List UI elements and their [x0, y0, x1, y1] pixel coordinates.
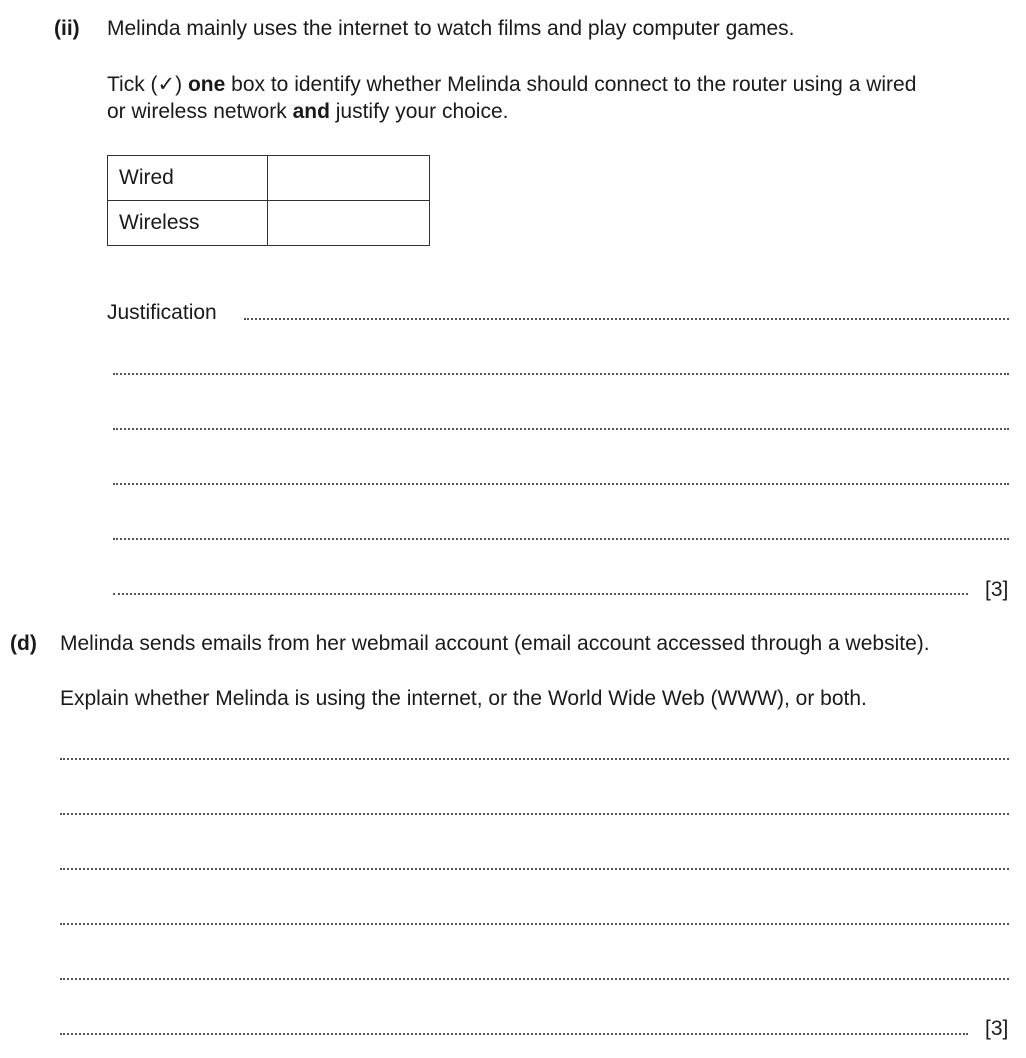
option-wired-label: Wired — [108, 156, 268, 201]
instruction-bold-one: one — [187, 73, 226, 96]
answer-line[interactable] — [60, 923, 1009, 925]
instruction-mid: box to identify whether Melinda should connect to the router using a wired — [225, 73, 917, 96]
instruction-pre: Tick (✓) — [107, 73, 188, 96]
answer-line[interactable] — [113, 538, 1009, 540]
instruction-bold-and: and — [292, 100, 330, 123]
justification-label: Justification — [107, 301, 217, 324]
answer-line[interactable] — [113, 373, 1009, 375]
answer-line[interactable] — [60, 813, 1009, 815]
question-prompt-d: Explain whether Melinda is using the internet, or the World Wide Web (WWW), or both. — [60, 687, 867, 710]
instruction-line-2 — [107, 100, 508, 124]
tick-box-wireless[interactable] — [268, 201, 430, 246]
answer-line[interactable] — [113, 428, 1009, 430]
option-wireless-label: Wireless — [108, 201, 268, 246]
answer-line[interactable] — [113, 483, 1009, 485]
tick-table — [107, 155, 430, 246]
answer-line[interactable] — [60, 1033, 968, 1035]
question-text-ii: Melinda mainly uses the internet to watch films and play computer games. — [107, 17, 795, 40]
instruction-line-1 — [107, 72, 916, 97]
instruction-line2-pre: or wireless network — [107, 100, 293, 123]
question-label-ii: (ii) — [54, 17, 80, 40]
marks-d: [3] — [985, 1017, 1009, 1040]
marks-ii: [3] — [985, 578, 1009, 601]
question-text-d: Melinda sends emails from her webmail account (email account accessed through a website). — [60, 632, 930, 655]
answer-line[interactable] — [244, 318, 1009, 320]
question-label-d: (d) — [10, 632, 37, 655]
answer-line[interactable] — [60, 978, 1009, 980]
answer-line[interactable] — [60, 868, 1009, 870]
answer-line[interactable] — [60, 758, 1009, 760]
table-row — [108, 156, 430, 201]
table-row — [108, 201, 430, 246]
answer-line[interactable] — [113, 593, 968, 595]
tick-box-wired[interactable] — [268, 156, 430, 201]
instruction-line2-post: justify your choice. — [329, 100, 509, 123]
